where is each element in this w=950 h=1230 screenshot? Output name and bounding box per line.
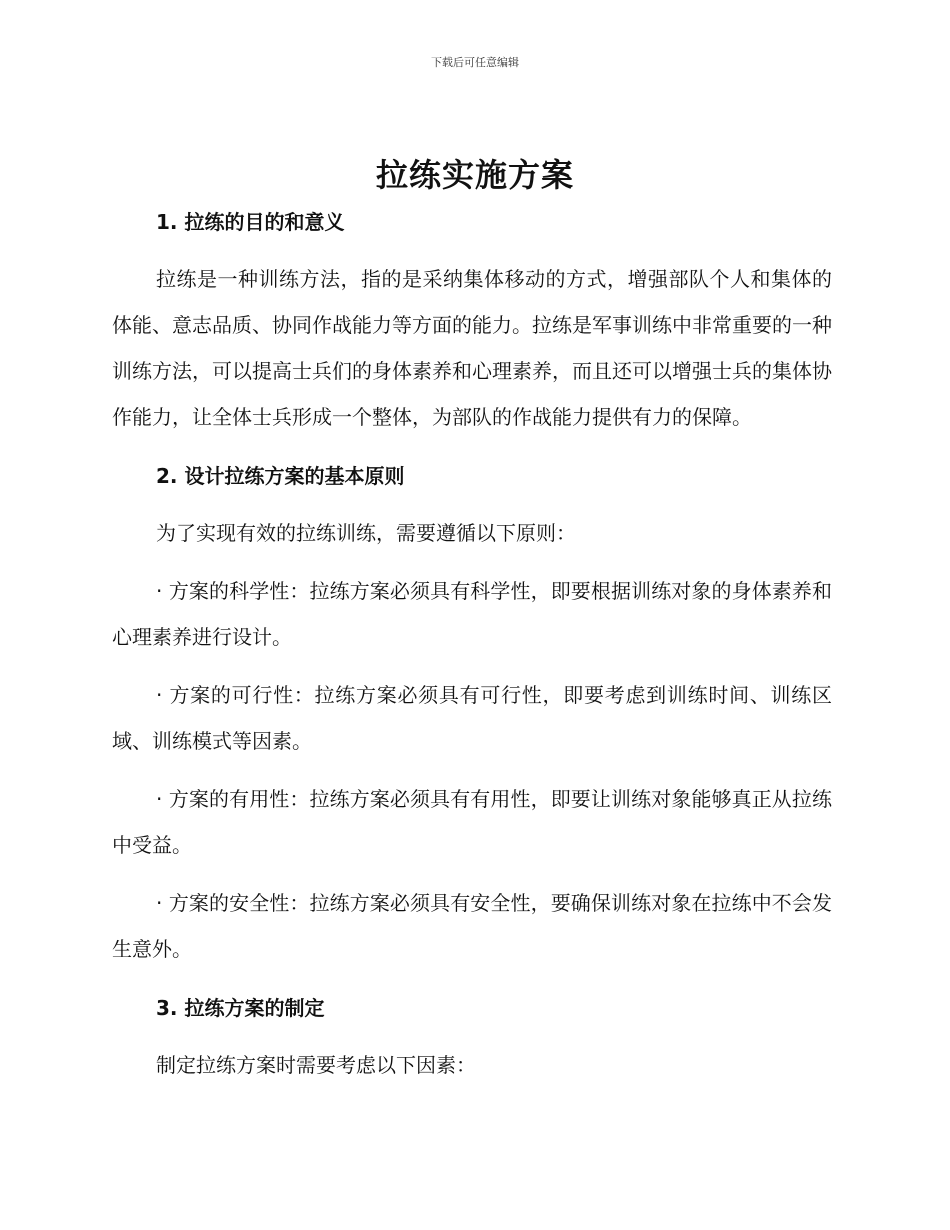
paragraph: 制定拉练方案时需要考虑以下因素： [156,1053,476,1077]
bullet-item: · 方案的有用性：拉练方案必须具有有用性，即要让训练对象能够真正从拉练中受益。 [112,787,832,857]
bullet-item: · 方案的安全性：拉练方案必须具有安全性，要确保训练对象在拉练中不会发生意外。 [112,891,832,961]
document-title: 拉练实施方案 [375,156,574,194]
bullet-item: · 方案的可行性：拉练方案必须具有可行性，即要考虑到训练时间、训练区域、训练模式等因素。 [112,683,832,753]
section-heading-2: 2. 设计拉练方案的基本原则 [156,464,405,488]
section-heading-3: 3. 拉练方案的制定 [156,996,325,1020]
bullet-item: · 方案的科学性：拉练方案必须具有科学性，即要根据训练对象的身体素养和心理素养进行设计。 [112,579,832,649]
page-header: 下载后可任意编辑 [431,56,519,69]
document-body [112,200,832,1088]
paragraph: 拉练是一种训练方法，指的是采纳集体移动的方式，增强部队个人和集体的体能、意志品质、协同作战能力等方面的能力。拉练是军事训练中非常重要的一种训练方法，可以提高士兵们的身体素养和心理素养，而且还可以增强士兵的集体协作能力，让全体士兵形成一个整体，为部队的作战能力提供有力的保障。 [112,267,832,429]
paragraph: 为了实现有效的拉练训练，需要遵循以下原则： [156,521,576,545]
section-heading-1: 1. 拉练的目的和意义 [156,210,345,234]
